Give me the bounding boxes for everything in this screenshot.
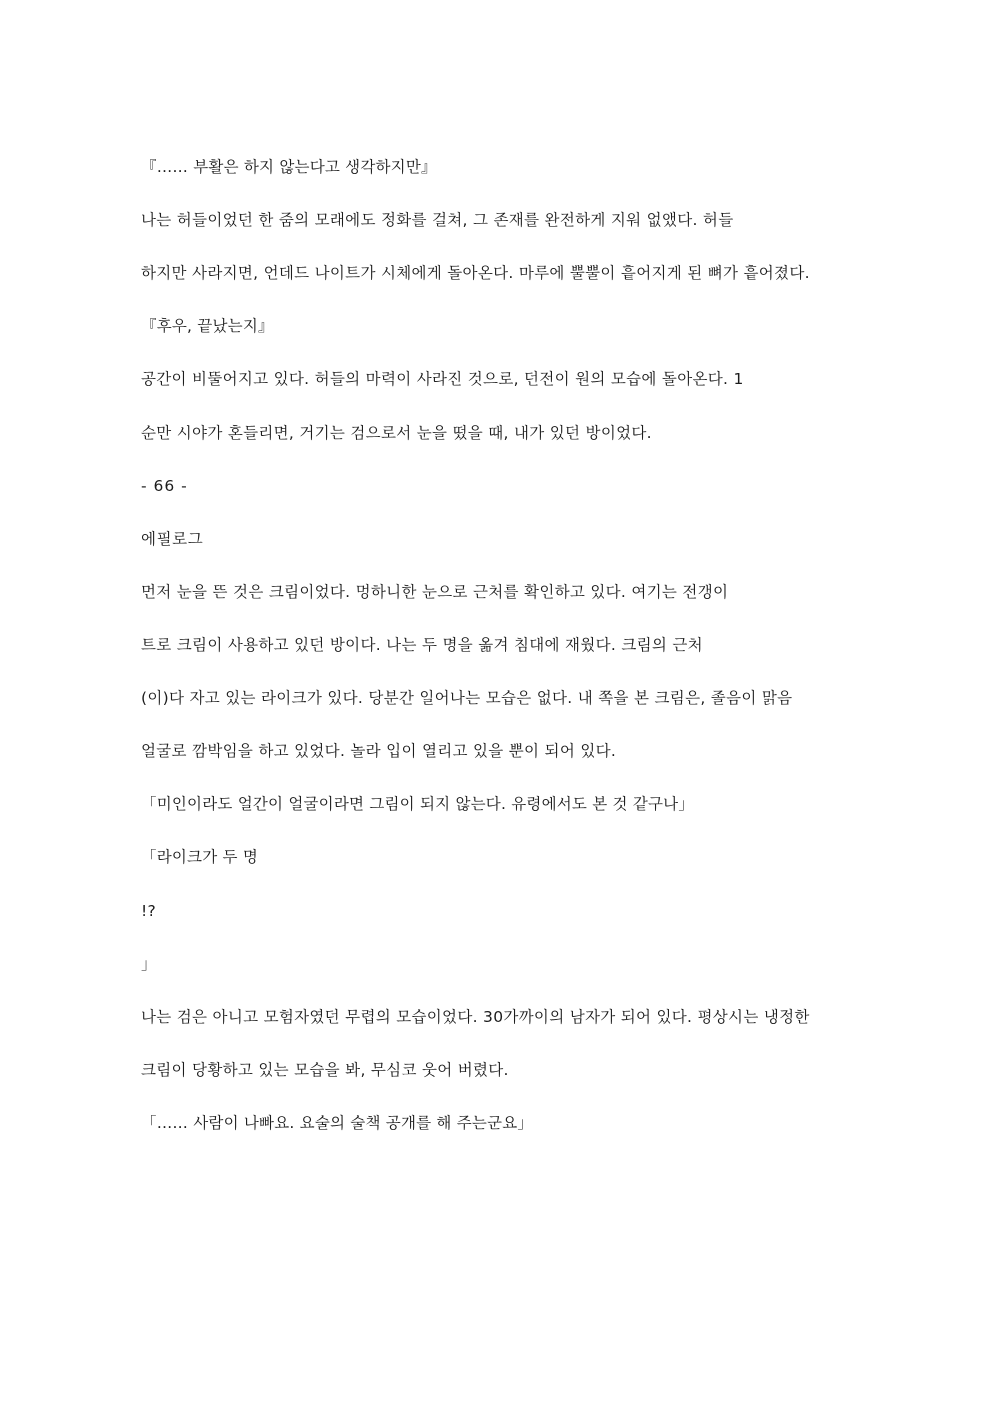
paragraph-narration-7: (이)다 자고 있는 라이크가 있다. 당분간 일어나는 모습은 없다. 내 쪽을 본 크림은, 졸음이 맑음	[141, 689, 793, 708]
paragraph-dialogue-1: 「미인이라도 얼간이 얼굴이라면 그림이 되지 않는다. 유령에서도 본 것 같구나」	[141, 795, 695, 814]
paragraph-narration-4: 순만 시야가 혼들리면, 거기는 검으로서 눈을 떴을 때, 내가 있던 방이었다.	[141, 423, 652, 442]
paragraph-dialogue-2-continued: !?	[141, 901, 157, 920]
paragraph-narration-2: 하지만 사라지면, 언데드 나이트가 시체에게 돌아온다. 마루에 뿔뿔이 흩어지게 된 뼈가 흩어졌다.	[141, 264, 810, 283]
paragraph-quote-1: 『…… 부활은 하지 않는다고 생각하지만』	[141, 158, 437, 176]
paragraph-narration-3: 공간이 비뚤어지고 있다. 허들의 마력이 사라진 것으로, 던전이 원의 모습에 돌아온다. 1	[141, 370, 744, 389]
paragraph-dialogue-2: 「라이크가 두 명	[141, 848, 258, 867]
paragraph-dialogue-3: 「…… 사람이 나빠요. 요술의 술책 공개를 해 주는군요」	[141, 1113, 534, 1132]
paragraph-narration-9: 나는 검은 아니고 모험자였던 무렵의 모습이었다. 30가까이의 남자가 되어 있다. 평상시는 냉정한	[141, 1007, 810, 1026]
paragraph-narration-1: 나는 허들이었던 한 줌의 모래에도 정화를 걸쳐, 그 존재를 완전하게 지워 없앴다. 허들	[141, 211, 734, 230]
section-heading-epilogue: 에필로그	[141, 529, 204, 548]
paragraph-narration-5: 먼저 눈을 뜬 것은 크림이었다. 멍하니한 눈으로 근처를 확인하고 있다. 여기는 전갱이	[141, 582, 729, 601]
document-body	[141, 155, 871, 1274]
page-number: - 66 -	[141, 476, 188, 495]
paragraph-narration-10: 크림이 당황하고 있는 모습을 봐, 무심코 웃어 버렸다.	[141, 1060, 509, 1079]
bottom-spacer	[141, 1164, 871, 1274]
paragraph-narration-8: 얼굴로 깜박임을 하고 있었다. 놀라 입이 열리고 있을 뿐이 되어 있다.	[141, 742, 617, 761]
paragraph-dialogue-2-close: 」	[141, 954, 157, 973]
paragraph-narration-6: 트로 크림이 사용하고 있던 방이다. 나는 두 명을 옮겨 침대에 재웠다. 크림의 근처	[141, 635, 703, 654]
paragraph-quote-2: 『후우, 끝났는지』	[141, 317, 274, 336]
